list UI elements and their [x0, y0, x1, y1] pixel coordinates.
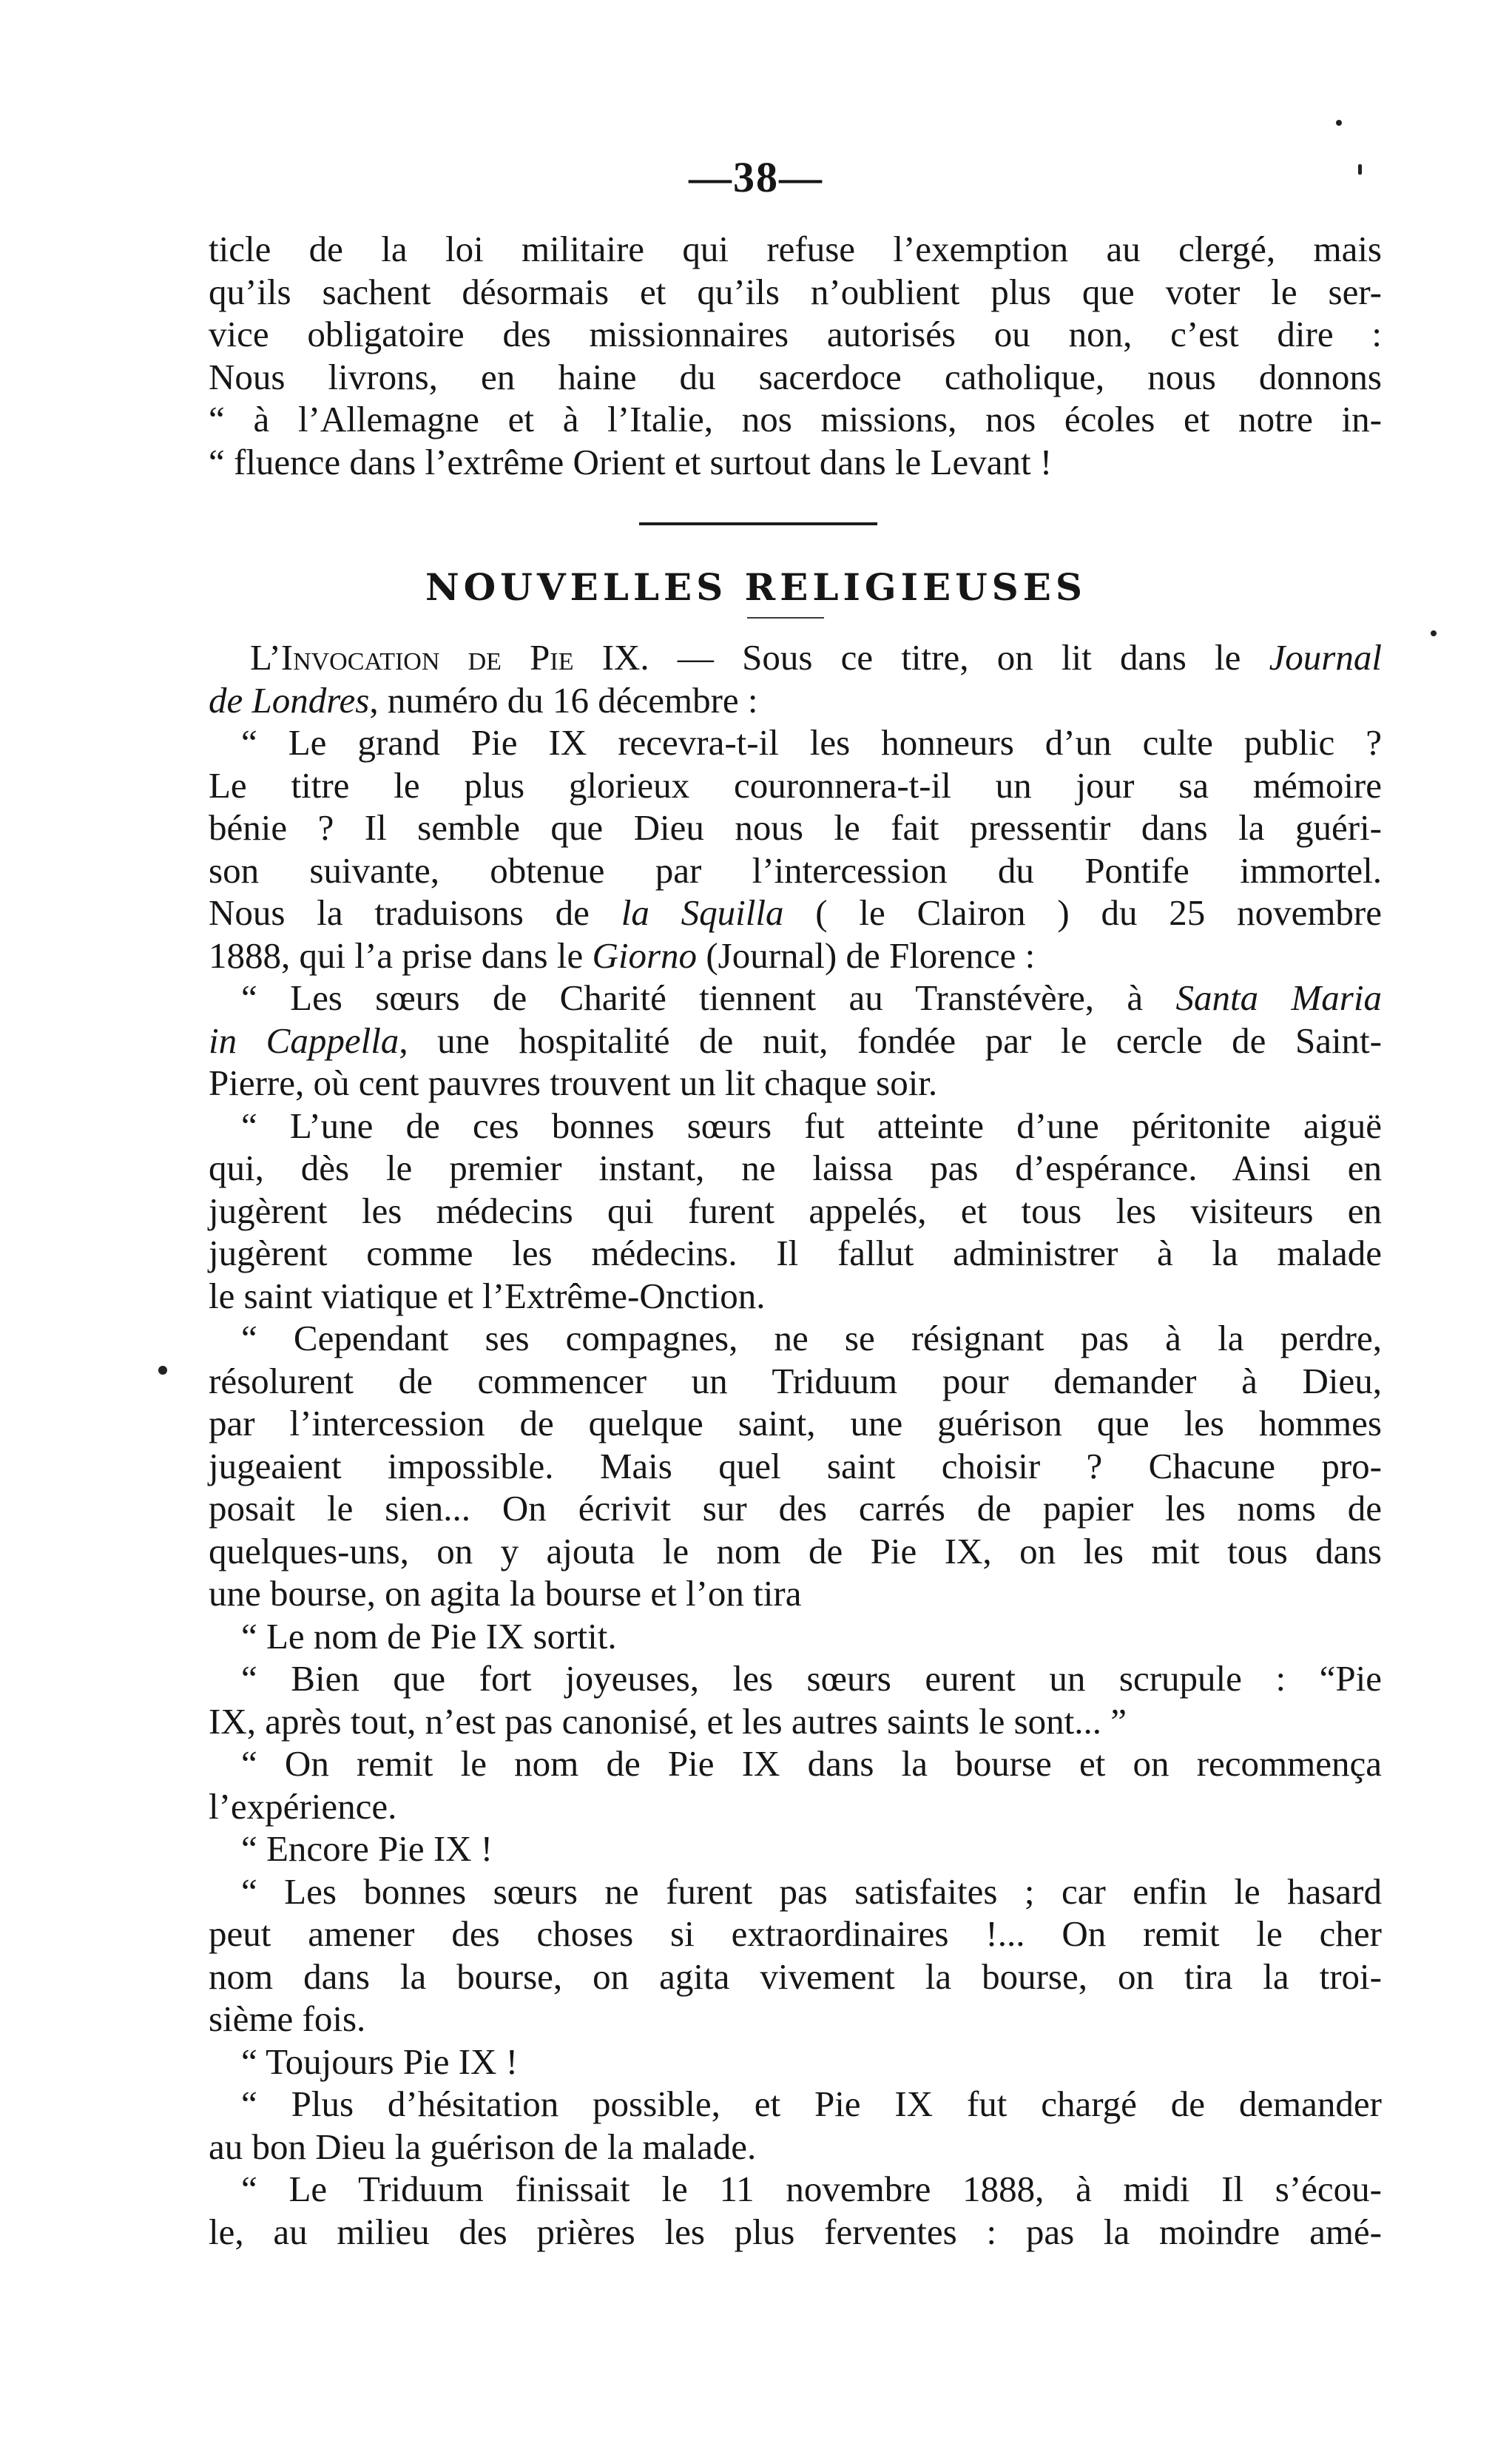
top-paragraph: [209, 228, 1382, 483]
text-line: le, au milieu des prières les plus ferventes : pas la moindre amé-: [209, 2211, 1382, 2252]
text-line: “ fluence dans l’extrême Orient et surtout dans le Levant !: [209, 441, 1053, 482]
print-speck: [1431, 630, 1437, 636]
text-line: jugèrent comme les médecins. Il fallut administrer à la malade: [209, 1233, 1382, 1273]
text-line: “ Bien que fort joyeuses, les sœurs eurent un scrupule : “Pie: [241, 1658, 1382, 1699]
text-line: quelques-uns, on y ajouta le nom de Pie IX, on les mit tous dans: [209, 1530, 1382, 1571]
text-line: “ Cependant ses compagnes, ne se résignant pas à la perdre,: [241, 1318, 1382, 1358]
text-line: “ Toujours Pie IX !: [241, 2041, 519, 2082]
text-line: au bon Dieu la guérison de la malade.: [209, 2126, 757, 2167]
text-line: “ Plus d’hésitation possible, et Pie IX fut chargé de demander: [241, 2083, 1382, 2124]
section-divider: [639, 522, 877, 525]
text-line: sième fois.: [209, 1998, 366, 2039]
text-line: “ à l’Allemagne et à l’Italie, nos missions, nos écoles et notre in-: [209, 399, 1382, 439]
text-line: son suivante, obtenue par l’intercession du Pontife immortel.: [209, 849, 1382, 891]
print-speck: [1358, 164, 1362, 175]
section-heading: NOUVELLES RELIGIEUSES: [425, 565, 1087, 609]
text-line: “ Encore Pie IX !: [241, 1828, 493, 1869]
article-title: L’Invocation de Pie IX.: [250, 637, 649, 678]
text-line: une bourse, on agita la bourse et l’on tira: [209, 1573, 802, 1614]
page-number: —38—: [689, 153, 823, 201]
text-line: vice obligatoire des missionnaires autorisés ou non, c’est dire :: [209, 314, 1382, 354]
text-line: Pierre, où cent pauvres trouvent un lit chaque soir.: [209, 1062, 938, 1103]
text-line: jugèrent les médecins qui furent appelés, et tous les visiteurs en: [209, 1190, 1382, 1231]
text-line: nom dans la bourse, on agita vivement la bourse, on tira la troi-: [209, 1955, 1382, 1997]
article-intro-line: L’Invocation de Pie IX. — Sous ce titre, on lit dans le Journal: [250, 637, 1382, 678]
text-line: “ Le Triduum finissait le 11 novembre 1888, à midi Il s’écou-: [241, 2169, 1382, 2209]
heading-underline: [747, 617, 824, 619]
article-body: [209, 636, 1382, 2253]
text-line: IX, après tout, n’est pas canonisé, et les autres saints le sont... ”: [209, 1700, 1127, 1742]
text-line: ticle de la loi militaire qui refuse l’exemption au clergé, mais: [209, 229, 1382, 269]
text-line: bénie ? Il semble que Dieu nous le fait pressentir dans la guéri-: [209, 807, 1382, 848]
text-line: “ Les bonnes sœurs ne furent pas satisfaites ; car enfin le hasard: [241, 1870, 1382, 1912]
text-line: Nous livrons, en haine du sacerdoce catholique, nous donnons: [209, 356, 1382, 397]
text-line: in Cappella, une hospitalité de nuit, fondée par le cercle de Saint-: [209, 1020, 1382, 1061]
text-line: par l’intercession de quelque saint, une guérison que les hommes: [209, 1403, 1382, 1443]
text-line: qui, dès le premier instant, ne laissa pas d’espérance. Ainsi en: [209, 1148, 1382, 1188]
text-line: “ Les sœurs de Charité tiennent au Transtévère, à Santa Maria: [241, 977, 1382, 1018]
text-line: Nous la traduisons de la Squilla ( le Clairon ) du 25 novembre: [209, 892, 1383, 933]
text-line: peut amener des choses si extraordinaires !... On remit le cher: [209, 1913, 1382, 1954]
text-line: de Londres, numéro du 16 décembre :: [209, 679, 758, 721]
text-line: “ Le grand Pie IX recevra-t-il les honneurs d’un culte public ?: [241, 722, 1382, 763]
text-line: Le titre le plus glorieux couronnera-t-il un jour sa mémoire: [209, 764, 1382, 806]
text-line: jugeaient impossible. Mais quel saint choisir ? Chacune pro-: [209, 1445, 1382, 1486]
print-speck: [1336, 120, 1342, 126]
text-line: le saint viatique et l’Extrême-Onction.: [209, 1275, 766, 1316]
print-speck: [158, 1366, 167, 1375]
text-line: l’expérience.: [209, 1785, 397, 1827]
journal-name: Journal: [1269, 637, 1382, 678]
text-line: résolurent de commencer un Triduum pour demander à Dieu,: [209, 1360, 1382, 1401]
text-line: qu’ils sachent désormais et qu’ils n’oublient plus que voter le ser-: [209, 271, 1382, 312]
text-line: “ Le nom de Pie IX sortit.: [241, 1615, 617, 1657]
text-line: “ On remit le nom de Pie IX dans la bourse et on recommença: [241, 1743, 1382, 1784]
text-line: posait le sien... On écrivit sur des carrés de papier les noms de: [209, 1488, 1382, 1529]
text-line: “ L’une de ces bonnes sœurs fut atteinte d’une péritonite aiguë: [241, 1105, 1382, 1146]
text-line: 1888, qui l’a prise dans le Giorno (Journal) de Florence :: [209, 934, 1036, 976]
